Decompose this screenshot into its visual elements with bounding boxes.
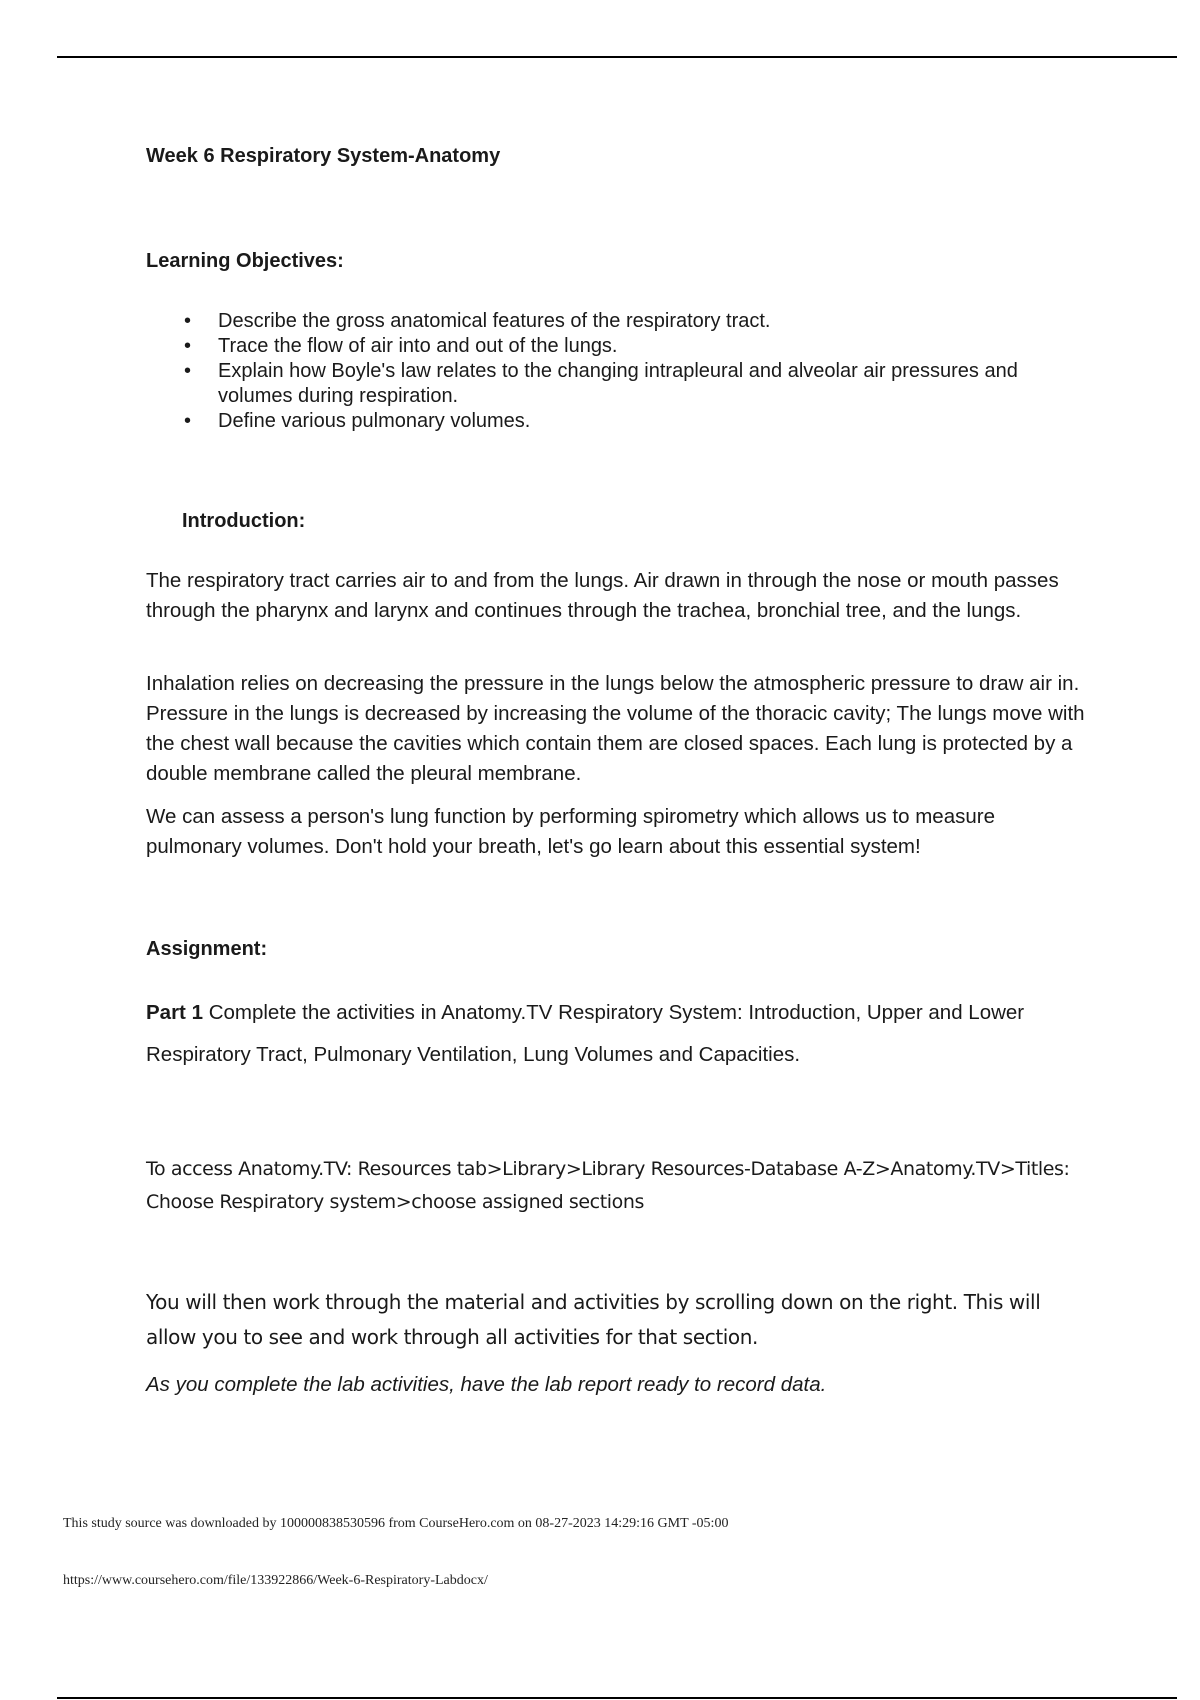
objective-text: Describe the gross anatomical features of the respiratory tract. — [218, 310, 771, 332]
work-through-instructions: You will then work through the material and activities by scrolling down on the right. This will allow you to see and work through all activities for that section. — [146, 1290, 1041, 1349]
introduction-paragraph-2: Inhalation relies on decreasing the pressure in the lungs below the atmospheric pressure to draw air in. Pressure in the lungs is decreased by increasing the volume of the thoracic cavity; The lungs move with the chest wall because the cavities which contain them are closed spaces. Each lung is protected by a double membrane called the pleural membrane. — [146, 672, 1085, 785]
assignment-heading: Assignment: — [146, 938, 268, 960]
list-item — [146, 334, 1096, 359]
objective-text: Explain how Boyle's law relates to the changing intrapleural and alveolar air pressures and volumes during respiration. — [218, 360, 1018, 407]
part-1-label: Part 1 — [146, 1001, 203, 1024]
access-instructions: To access Anatomy.TV: Resources tab>Library>Library Resources-Database A-Z>Anatomy.TV>Titles: Choose Respiratory system>choose assigned sections — [146, 1158, 1070, 1213]
list-item — [146, 309, 1096, 334]
bullet-icon: • — [184, 360, 192, 382]
introduction-paragraph-1: The respiratory tract carries air to and from the lungs. Air drawn in through the nose or mouth passes through the pharynx and larynx and continues through the trachea, bronchial tree, and the lungs. — [146, 569, 1059, 622]
lab-report-note: As you complete the lab activities, have the lab report ready to record data. — [146, 1373, 827, 1396]
learning-objectives-heading: Learning Objectives: — [146, 250, 344, 272]
bottom-rule — [57, 1697, 1177, 1699]
objective-text: Trace the flow of air into and out of the lungs. — [218, 335, 618, 357]
bullet-icon: • — [184, 335, 192, 357]
document-title: Week 6 Respiratory System-Anatomy — [146, 145, 501, 167]
download-source-footer: This study source was downloaded by 100000838530596 from CourseHero.com on 08-27-2023 14:29:16 GMT -05:00 — [63, 1516, 729, 1531]
top-rule — [57, 56, 1177, 58]
bullet-icon: • — [184, 410, 192, 432]
source-url-footer: https://www.coursehero.com/file/133922866/Week-6-Respiratory-Labdocx/ — [63, 1573, 488, 1588]
introduction-heading: Introduction: — [182, 510, 306, 532]
assignment-part-1 — [146, 992, 1096, 1076]
list-item — [146, 359, 1096, 409]
list-item — [146, 409, 1096, 434]
objective-text: Define various pulmonary volumes. — [218, 410, 531, 432]
learning-objectives-list — [146, 309, 1096, 434]
bullet-icon: • — [184, 310, 192, 332]
introduction-paragraph-3: We can assess a person's lung function by performing spirometry which allows us to measure pulmonary volumes. Don't hold your breath, let's go learn about this essential system! — [146, 805, 995, 858]
part-1-text: Complete the activities in Anatomy.TV Respiratory System: Introduction, Upper and Lower Respiratory Tract, Pulmonary Ventilation, Lung Volumes and Capacities. — [146, 1001, 1025, 1066]
